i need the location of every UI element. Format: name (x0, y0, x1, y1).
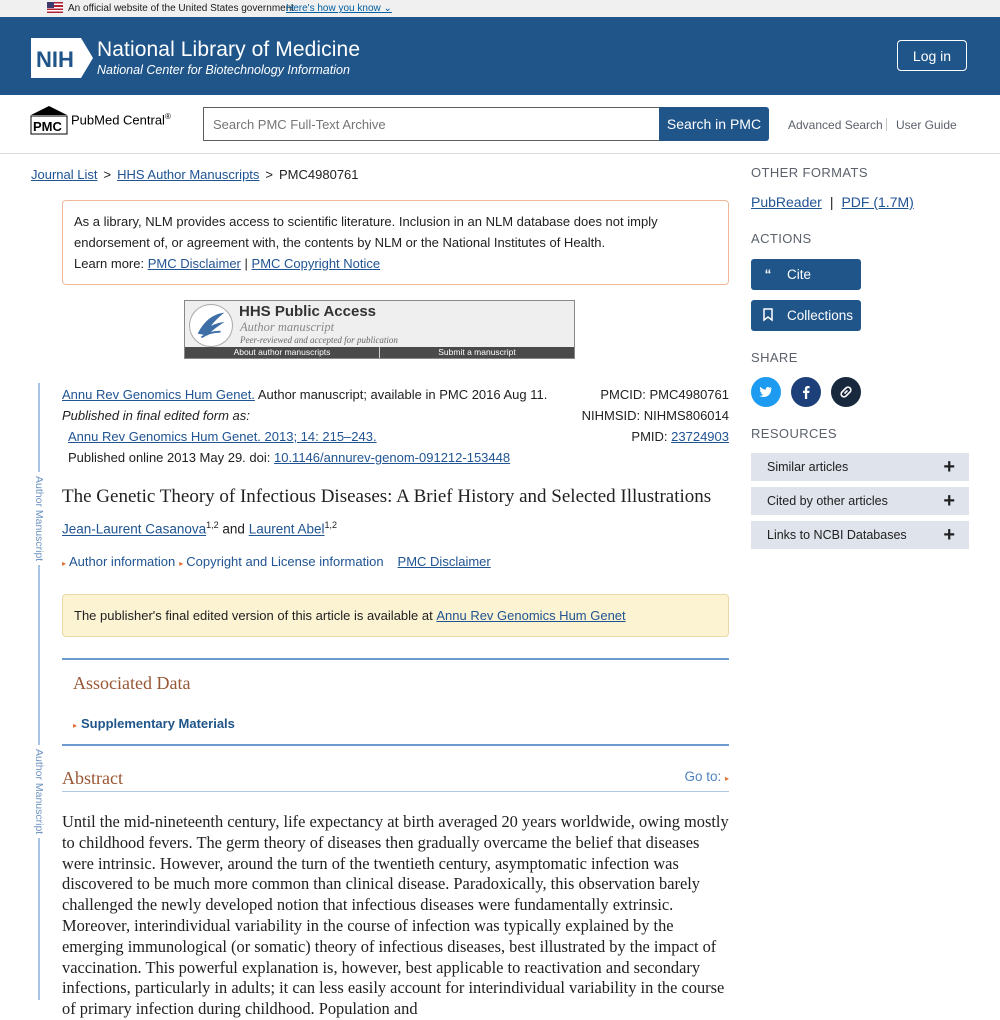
svg-text:NIH: NIH (36, 47, 74, 72)
pmid-label: PMID: (631, 429, 672, 444)
cite-button[interactable]: “ Cite (751, 259, 861, 290)
plus-icon: + (943, 490, 955, 512)
breadcrumb-journal-list[interactable]: Journal List (31, 167, 98, 182)
identifiers-block (582, 384, 729, 447)
citation-block (62, 384, 547, 468)
learn-more-label: Learn more: (74, 256, 145, 271)
other-formats-heading: OTHER FORMATS (751, 165, 868, 180)
pmc-search-bar (0, 95, 1000, 154)
associated-data-section (62, 658, 729, 746)
article-title: The Genetic Theory of Infectious Diseases: A Brief History and Selected Illustrations (62, 486, 712, 507)
pubreader-link[interactable]: PubReader (751, 194, 822, 210)
pipe-separator: | (829, 194, 834, 210)
publisher-notice (62, 594, 729, 637)
plus-icon: + (943, 456, 955, 478)
pmc-logo-text: PubMed Central® (71, 112, 171, 128)
ncbi-links-toggle[interactable]: Links to NCBI Databases + (751, 521, 969, 549)
breadcrumb-hhs-manuscripts[interactable]: HHS Author Manuscripts (117, 167, 260, 182)
author-information-toggle[interactable]: ▸ Author information (62, 554, 176, 569)
login-button[interactable]: Log in (897, 40, 967, 71)
journal-link[interactable]: Annu Rev Genomics Hum Genet. (62, 387, 255, 402)
breadcrumb-separator: > (103, 167, 112, 182)
svg-text:PMC: PMC (33, 119, 62, 134)
triangle-right-icon: ▸ (73, 721, 78, 730)
hhs-links (185, 347, 574, 358)
divider (886, 118, 887, 131)
authors (62, 520, 337, 537)
author-link[interactable]: Laurent Abel (248, 521, 325, 537)
hhs-eagle-icon (189, 304, 233, 347)
citation-ref-link[interactable]: Annu Rev Genomics Hum Genet. 2013; 14: 215–243. (68, 429, 377, 444)
hhs-public-access-banner (184, 300, 575, 359)
nlm-header (0, 17, 1000, 95)
actions-heading: ACTIONS (751, 231, 812, 246)
search-input[interactable]: Search PMC Full-Text Archive (203, 107, 660, 141)
nlm-title[interactable]: National Library of Medicine (97, 38, 361, 61)
pipe-separator: | (244, 256, 248, 271)
breadcrumb (31, 167, 359, 182)
us-flag-icon (47, 2, 63, 13)
hhs-subtitle-2: Peer-reviewed and accepted for publication (240, 335, 398, 345)
pmcid: PMCID: PMC4980761 (600, 387, 729, 402)
pdf-link[interactable]: PDF (1.7M) (841, 194, 914, 210)
cited-by-toggle[interactable]: Cited by other articles + (751, 487, 969, 515)
triangle-right-icon: ▸ (62, 559, 67, 568)
abstract-header (62, 768, 729, 792)
availability-text: Author manuscript; available in PMC 2016 Aug 11. (257, 387, 548, 402)
breadcrumb-current: PMC4980761 (279, 167, 359, 182)
author-manuscript-label: Author Manuscript (33, 472, 45, 565)
quote-icon: “ (764, 267, 772, 282)
gov-banner-text: An official website of the United States government (68, 3, 295, 14)
abstract-title: Abstract (62, 768, 123, 788)
library-disclaimer (62, 200, 729, 285)
advanced-search-link[interactable]: Advanced Search (788, 118, 883, 132)
user-guide-link[interactable]: User Guide (896, 118, 957, 132)
pmc-copyright-link[interactable]: PMC Copyright Notice (251, 256, 381, 271)
pmc-disclaimer-link[interactable]: PMC Disclaimer (397, 554, 491, 569)
facebook-share-icon[interactable] (791, 377, 821, 407)
resources-heading: RESOURCES (751, 426, 837, 441)
doi-link[interactable]: 10.1146/annurev-genom-091212-153448 (273, 450, 511, 465)
disclaimer-text: As a library, NLM provides access to scientific literature. Inclusion in an NLM database does not imply endorsement of, or agreement with, the contents by NLM or the National Institutes of Health. (74, 214, 658, 250)
pmc-logo-icon (31, 106, 67, 134)
author-affiliation: 1,2 (324, 520, 338, 530)
nihmsid: NIHMSID: NIHMS806014 (581, 408, 729, 423)
nlm-subtitle: National Center for Biotechnology Information (97, 63, 350, 77)
published-as-label: Published in final edited form as: (62, 408, 250, 423)
supplementary-materials-toggle[interactable]: ▸ Supplementary Materials (73, 716, 235, 731)
plus-icon: + (943, 524, 955, 546)
about-author-manuscripts-link[interactable]: About author manuscripts (185, 347, 380, 358)
similar-articles-toggle[interactable]: Similar articles + (751, 453, 969, 481)
goto-menu[interactable]: Go to: ▸ (684, 769, 729, 784)
copy-link-icon[interactable] (831, 377, 861, 407)
pmid-link[interactable]: 23724903 (671, 429, 729, 444)
twitter-share-icon[interactable] (751, 377, 781, 407)
pmc-disclaimer-link[interactable]: PMC Disclaimer (147, 256, 241, 271)
breadcrumb-separator: > (265, 167, 274, 182)
publisher-link[interactable]: Annu Rev Genomics Hum Genet (436, 608, 626, 623)
published-online-text: Published online 2013 May 29. doi: (68, 450, 274, 465)
associated-data-title: Associated Data (73, 673, 191, 693)
author-affiliation: 1,2 (206, 520, 219, 530)
author-manuscript-label: Author Manuscript (33, 745, 45, 838)
submit-manuscript-link[interactable]: Submit a manuscript (438, 347, 516, 357)
heres-how-you-know-link[interactable]: Here's how you know ⌄ (286, 3, 392, 14)
nih-logo-icon[interactable] (31, 38, 93, 78)
search-button[interactable]: Search in PMC (659, 107, 769, 141)
gov-banner (0, 0, 1000, 17)
author-link[interactable]: Jean-Laurent Casanova (62, 521, 207, 537)
article-info-links (62, 554, 491, 569)
copyright-toggle[interactable]: ▸ Copyright and License information (179, 554, 384, 569)
and-text: and (222, 521, 245, 537)
hhs-title: HHS Public Access (239, 303, 376, 320)
pmc-logo[interactable] (31, 106, 171, 134)
abstract-text: Until the mid-nineteenth century, life expectancy at birth averaged 20 years worldwide, owing mostly to childhood fevers. The germ theory of diseases then gradually overcame the belief that diseases were intrinsic. However, around the turn of the twentieth century, asymptomatic infection was discovered to be much more common than clinical disease. Paradoxically, this observation barely challenged the newly developed notion that infectious diseases were fundamentally extrinsic. Moreover, interindividual variability in the course of infection was typically explained by the emerging immunological (or somatic) theory of infectious diseases, best illustrated by the impact of vaccination. This powerful explanation is, however, best applicable to reactivation and secondary infections, particularly in adults; it can less easily account for interindividual variability in the course of primary infection during childhood. Population and (62, 812, 729, 1019)
collections-button[interactable]: Collections (751, 300, 861, 331)
hhs-subtitle: Author manuscript (240, 320, 335, 334)
triangle-right-icon: ▸ (179, 559, 184, 568)
bookmark-icon (761, 308, 775, 324)
triangle-right-icon: ▸ (724, 774, 729, 783)
notice-text: The publisher's final edited version of this article is available at (74, 608, 437, 623)
other-formats (751, 194, 914, 210)
share-heading: SHARE (751, 350, 798, 365)
